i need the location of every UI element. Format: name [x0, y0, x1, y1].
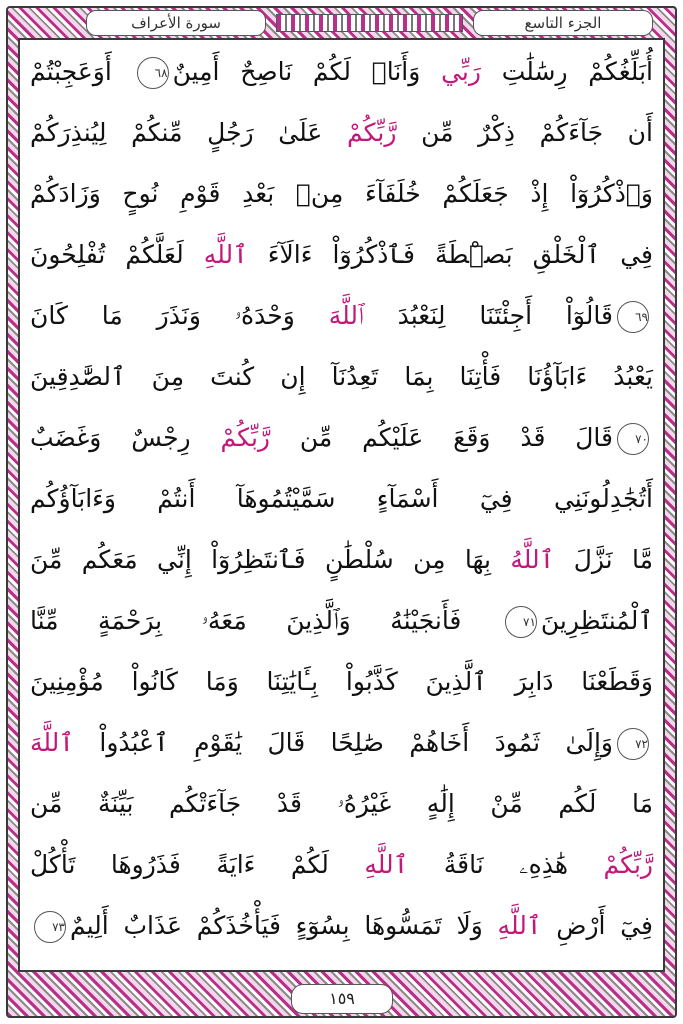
text-segment: وَأَنَا۠ لَكُمْ نَاصِحٌ أَمِينٌ — [172, 57, 442, 86]
text-segment: أَتُجَٰدِلُونَنِي فِيٓ أَسْمَآءٍ سَمَّيْتُمُوهَآ أَنتُمْ وَءَابَآؤُكُم — [30, 484, 653, 513]
ayah-number-marker: ٦٩ — [617, 301, 649, 333]
ayah-number-marker: ٧٣ — [34, 911, 66, 943]
text-segment: لَعَلَّكُمْ تُفْلِحُونَ — [30, 240, 204, 269]
page-footer — [291, 984, 391, 1012]
text-line — [30, 353, 653, 401]
divine-name: ٱللَّهَ — [30, 728, 74, 757]
text-line — [30, 719, 653, 767]
text-segment: ٱلْمُنتَظِرِينَ — [540, 606, 653, 635]
ayah-number-marker: ٧٠ — [617, 423, 649, 455]
text-segment: وَحْدَهُۥ وَنَذَرَ مَا كَانَ — [30, 301, 329, 330]
text-line — [30, 780, 653, 828]
text-line — [30, 292, 653, 340]
text-segment: فِيٓ أَرْضِ — [541, 911, 653, 940]
divine-name: رَّبِّكُمْ — [220, 423, 270, 452]
header-ornament — [276, 14, 463, 32]
text-line — [30, 841, 653, 889]
text-segment: هَٰذِهِۦ نَاقَةُ — [408, 850, 604, 879]
divine-name: ٱللَّهِ — [497, 911, 542, 940]
text-segment: لَكُمْ ءَايَةً فَذَرُوهَا تَأْكُلْ — [30, 850, 365, 879]
text-line — [30, 597, 653, 645]
surah-label: سورة الأعراف — [86, 10, 266, 36]
text-segment: وَٱذْكُرُوٓاْ إِذْ جَعَلَكُمْ خُلَفَآءَ مِنۢ بَعْدِ قَوْمِ نُوحٍ وَزَادَكُمْ — [30, 179, 653, 208]
divine-name: ٱللَّهَ — [328, 301, 364, 330]
text-line — [30, 109, 653, 157]
text-line — [30, 658, 653, 706]
text-segment: مَا لَكُم مِّنْ إِلَٰهٍ غَيْرُهُۥ قَدْ جَآءَتْكُم بَيِّنَةٌ مِّن — [30, 789, 653, 818]
text-segment: أُبَلِّغُكُمْ رِسَٰلَٰتِ — [480, 57, 653, 86]
text-line — [30, 48, 653, 96]
divine-name: رَّبِّكُمْ — [346, 118, 397, 147]
page-number: ١٥٩ — [291, 984, 393, 1014]
text-line — [30, 536, 653, 584]
text-line — [30, 170, 653, 218]
quran-text — [30, 48, 653, 963]
text-segment: أَوَعَجِبْتُمْ — [30, 57, 133, 86]
divine-name: ٱللَّهِ — [364, 850, 409, 879]
text-segment: وَلَا تَمَسُّوهَا بِسُوٓءٍ فَيَأْخُذَكُمْ عَذَابٌ أَلِيمٌ — [70, 911, 498, 940]
text-line — [30, 231, 653, 279]
text-segment: فِي ٱلْخَلْقِ بَصْۜطَةً فَٱذْكُرُوٓاْ ءَالَآءَ — [247, 240, 654, 269]
text-segment: وَقَطَعْنَا دَابِرَ ٱلَّذِينَ كَذَّبُواْ بِـَٔايَٰتِنَا وَمَا كَانُواْ مُؤْمِنِينَ — [30, 667, 653, 696]
divine-name: رَبِّي — [441, 57, 481, 86]
divine-name: ٱللَّهُ — [510, 545, 555, 574]
text-segment: فَأَنجَيْنَٰهُ وَٱلَّذِينَ مَعَهُۥ بِرَحْمَةٍ مِّنَّا — [30, 606, 501, 635]
text-segment: مَّا نَزَّلَ — [554, 545, 653, 574]
ayah-number-marker: ٦٨ — [137, 57, 169, 89]
divine-name: ٱللَّهِ — [203, 240, 248, 269]
text-segment: أَن جَآءَكُمْ ذِكْرٌ مِّن — [396, 118, 653, 147]
text-line — [30, 414, 653, 462]
ayah-number-marker: ٧٢ — [617, 728, 649, 760]
text-segment: رِجْسٌ وَغَضَبٌ — [30, 423, 221, 452]
page-header — [18, 10, 665, 36]
ayah-number-marker: ٧١ — [505, 606, 537, 638]
text-segment: قَالُوٓاْ أَجِئْتَنَا لِنَعْبُدَ — [363, 301, 613, 330]
text-segment: قَالَ قَدْ وَقَعَ عَلَيْكُم مِّن — [269, 423, 613, 452]
text-segment: عَلَىٰ رَجُلٍ مِّنكُمْ لِيُنذِرَكُمْ — [30, 118, 347, 147]
juz-label: الجزء التاسع — [473, 10, 653, 36]
text-line — [30, 902, 653, 950]
text-segment: وَإِلَىٰ ثَمُودَ أَخَاهُمْ صَٰلِحًا قَالَ يَٰقَوْمِ ٱعْبُدُواْ — [73, 728, 613, 757]
text-segment: بِهَا مِن سُلْطَٰنٍ فَٱنتَظِرُوٓاْ إِنِّي مَعَكُم مِّنَ — [30, 545, 511, 574]
divine-name: رَّبِّكُمْ — [603, 850, 653, 879]
text-segment: يَعْبُدُ ءَابَآؤُنَا فَأْتِنَا بِمَا تَعِدُنَآ إِن كُنتَ مِنَ ٱلصَّٰدِقِينَ — [30, 362, 653, 391]
text-line — [30, 475, 653, 523]
